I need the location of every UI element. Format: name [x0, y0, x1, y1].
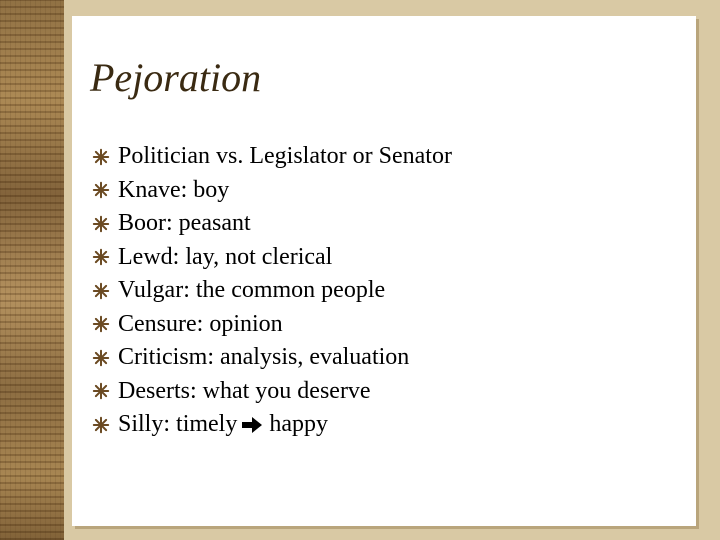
asterisk-star-icon [92, 349, 110, 367]
bullet-text: Boor: peasant [118, 210, 251, 237]
asterisk-star-icon [92, 148, 110, 166]
list-item [92, 174, 452, 208]
bullet-text: Censure: opinion [118, 310, 283, 337]
asterisk-star-icon [92, 416, 110, 434]
asterisk-star-icon [92, 248, 110, 266]
slide-title: Pejoration [90, 55, 262, 100]
bullet-text: Knave: boy [118, 176, 230, 203]
bullet-text: Criticism: analysis, evaluation [118, 344, 410, 371]
bullet-text-after-arrow: happy [269, 411, 328, 438]
list-item [92, 341, 452, 375]
bullet-text: Lewd: lay, not clerical [118, 243, 333, 270]
list-item [92, 207, 452, 241]
asterisk-star-icon [92, 282, 110, 300]
decorative-left-strip [0, 0, 64, 540]
bullet-text: Vulgar: the common people [118, 277, 386, 304]
bullet-text: Politician vs. Legislator or Senator [118, 143, 452, 170]
list-item [92, 375, 452, 409]
asterisk-star-icon [92, 382, 110, 400]
bullet-text: Silly: timely [118, 411, 238, 438]
asterisk-star-icon [92, 215, 110, 233]
list-item [92, 408, 452, 442]
list-item [92, 241, 452, 275]
bullet-list [92, 140, 452, 442]
asterisk-star-icon [92, 315, 110, 333]
bullet-text: Deserts: what you deserve [118, 377, 371, 404]
list-item [92, 308, 452, 342]
list-item [92, 140, 452, 174]
right-arrow-icon [241, 416, 263, 434]
asterisk-star-icon [92, 181, 110, 199]
list-item [92, 274, 452, 308]
